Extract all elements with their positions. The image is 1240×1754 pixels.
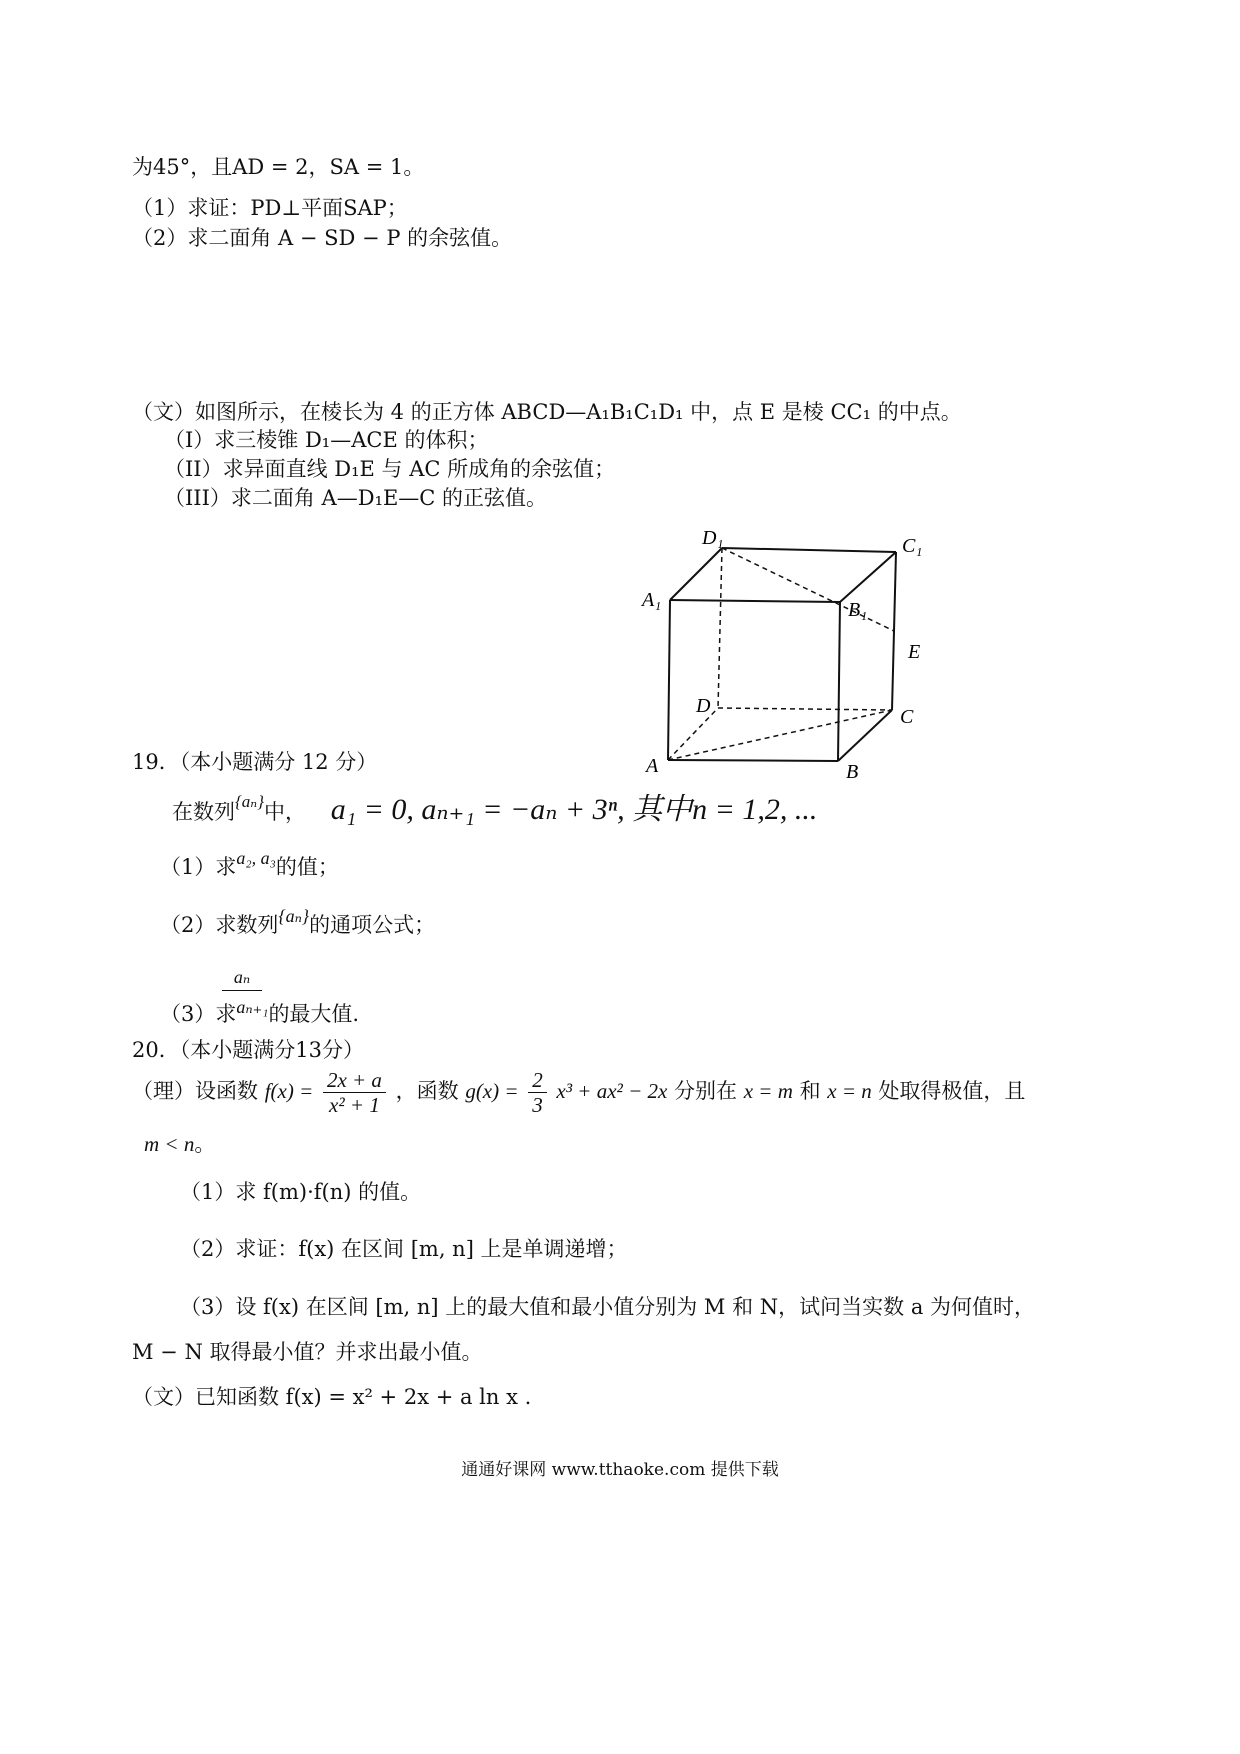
q19-p1-prefix: （1）求	[160, 855, 237, 879]
edge-a1b1	[670, 600, 840, 602]
q20-part-3-cont: M − N 取得最小值？并求出最小值。	[132, 1340, 483, 1364]
q19-p2-suffix: 的通项公式；	[309, 913, 436, 937]
q20-part-1: （1）求 f(m)·f(n) 的值。	[180, 1180, 422, 1204]
label-a: A	[646, 755, 659, 777]
q19-fraction-bar	[222, 990, 262, 991]
q20-g-lhs: g(x) =	[465, 1079, 519, 1104]
q19-p3-suffix: 的最大值.	[268, 1002, 360, 1026]
q19-seq: {aₙ}	[235, 792, 264, 811]
q19-part-1	[160, 848, 339, 880]
label-c1: C₁	[902, 535, 923, 557]
q19-fraction-num	[222, 964, 262, 991]
edge-ac-hidden	[668, 710, 892, 760]
label-d: D	[696, 695, 711, 717]
q20-mn-line	[144, 1132, 215, 1157]
label-b1: B₁	[848, 599, 868, 621]
q20-f-lhs: f(x) =	[264, 1079, 314, 1104]
q20-li-d: 处取得极值，且	[878, 1079, 1026, 1104]
label-c: C	[900, 706, 914, 728]
q19-p1-suffix: 的值；	[275, 855, 339, 879]
q19-part-3	[160, 997, 360, 1027]
q18-continuation: 为45°，且AD = 2，SA = 1。	[132, 155, 425, 179]
q20-heading: 20．（本小题满分13分）	[132, 1038, 364, 1062]
edge-bc	[838, 710, 892, 761]
edge-a1d1	[670, 548, 722, 600]
edge-d1d-hidden	[718, 548, 722, 708]
q20-xn: x = n	[827, 1079, 872, 1104]
q19-p1-math: a₂, a₃	[236, 848, 276, 868]
edge-ab	[668, 760, 838, 761]
q20-part-3: （3）设 f(x) 在区间 [m, n] 上的最大值和最小值分别为 M 和 N，试问当实数 a 为何值时，	[180, 1295, 1036, 1319]
q20-part-2: （2）求证：f(x) 在区间 [m, n] 上是单调递增；	[180, 1237, 628, 1261]
q18-part-2: （2）求二面角 A − SD − P 的余弦值。	[132, 226, 513, 250]
q18-wen-part-3: （III）求二面角 A—D₁E—C 的正弦值。	[164, 486, 548, 510]
q20-xm: x = m	[743, 1079, 793, 1104]
q19-mid: 中，	[264, 800, 306, 824]
q20-f-denominator: x² + 1	[329, 1093, 380, 1118]
q19-formula: a₁ = 0, aₙ₊₁ = −aₙ + 3ⁿ, 其中n = 1,2, ...	[330, 793, 818, 826]
q20-he: 和	[799, 1079, 821, 1104]
q20-g-denominator: 3	[532, 1093, 543, 1118]
edge-b1b	[838, 602, 840, 761]
edge-d1c1	[722, 548, 896, 552]
edge-ad-hidden	[668, 708, 718, 760]
label-d1: D₁	[702, 527, 724, 549]
q20-g-rest: x³ + ax² − 2x	[556, 1079, 668, 1104]
q20-f-fraction	[323, 1068, 386, 1117]
q20-f-numerator: 2x + a	[323, 1068, 386, 1093]
q20-li-prefix: （理）设函数	[132, 1079, 258, 1104]
q19-p3-denominator: aₙ₊₁	[236, 997, 269, 1017]
page-footer: 通通好课网 www.tthaoke.com 提供下载	[461, 1460, 779, 1480]
q20-g-numerator: 2	[528, 1068, 547, 1093]
q19-p2-prefix: （2）求数列	[160, 913, 279, 937]
q20-mn-end: 。	[194, 1132, 216, 1156]
q20-li-c: 分别在	[674, 1079, 738, 1104]
q18-part-1: （1）求证：PD⊥平面SAP；	[132, 196, 408, 220]
cube-figure	[630, 520, 960, 790]
edge-d1e-hidden	[722, 548, 894, 631]
edge-a1a	[668, 600, 670, 760]
edge-dc-hidden	[718, 708, 892, 710]
q19-p3-prefix: （3）求	[160, 1002, 237, 1026]
q19-p2-math: {aₙ}	[278, 906, 310, 926]
edge-b1c1	[840, 552, 896, 602]
q20-wen-statement: （文）已知函数 f(x) = x² + 2x + a ln x .	[132, 1385, 532, 1409]
label-b: B	[846, 761, 859, 783]
q19-part-2	[160, 906, 436, 938]
label-a1: A₁	[642, 589, 662, 611]
q19-p3-numerator: aₙ	[233, 967, 251, 987]
q20-li-statement	[132, 1068, 1025, 1117]
q20-li-mid: ，函数	[395, 1079, 459, 1104]
q19-pre: 在数列	[172, 800, 235, 824]
q18-wen-part-2: （II）求异面直线 D₁E 与 AC 所成角的余弦值；	[164, 457, 616, 481]
q19-heading: 19．（本小题满分 12 分）	[132, 750, 378, 774]
q19-statement	[172, 792, 817, 828]
q18-wen-part-1: （I）求三棱锥 D₁—ACE 的体积；	[164, 428, 489, 452]
label-e: E	[908, 641, 921, 663]
q20-mn: m < n	[144, 1132, 195, 1156]
q18-wen-statement: （文）如图所示，在棱长为 4 的正方体 ABCD—A₁B₁C₁D₁ 中，点 E 是棱 CC₁ 的中点。	[132, 400, 962, 424]
q20-g-fraction	[528, 1068, 547, 1117]
